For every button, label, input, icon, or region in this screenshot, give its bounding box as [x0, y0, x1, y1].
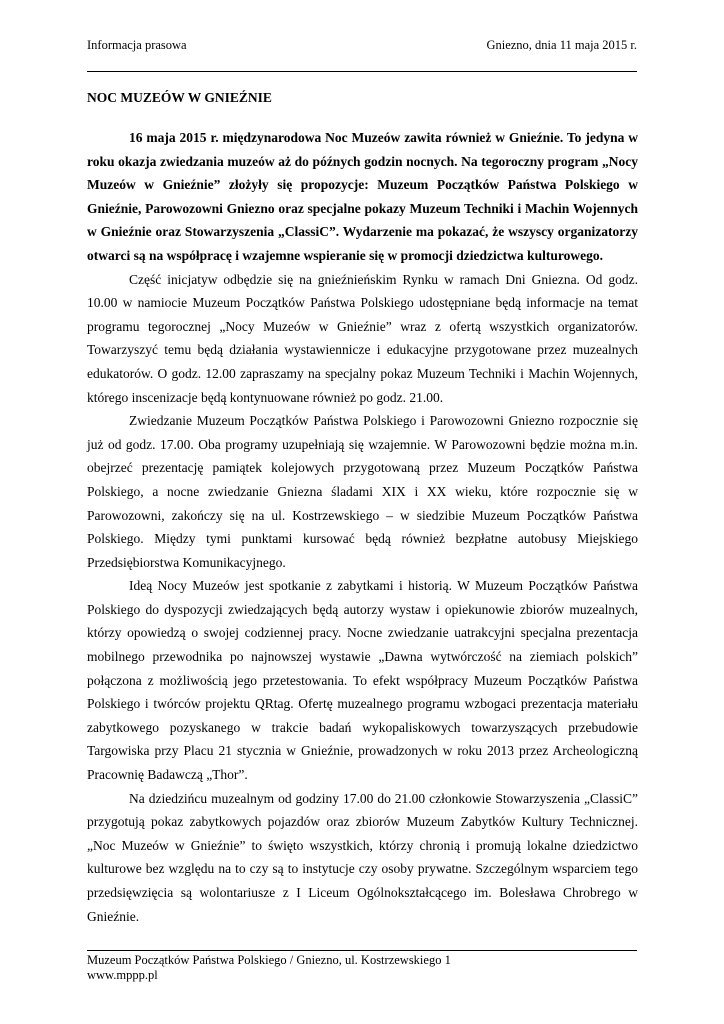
header-date: Gniezno, dnia 11 maja 2015 r. — [486, 38, 637, 52]
header-divider — [87, 71, 637, 72]
footer-address: Muzeum Początków Państwa Polskiego / Gniezno, ul. Kostrzewskiego 1 — [87, 953, 451, 967]
footer-website: www.mppp.pl — [87, 968, 158, 982]
header-label: Informacja prasowa — [87, 38, 187, 52]
lead-paragraph: 16 maja 2015 r. międzynarodowa Noc Muzeów zawita również w Gnieźnie. To jedyna w roku okazja zwiedzania muzeów aż do późnych godzin nocnych. Na tegoroczny program „Nocy Muzeów w Gnieźnie” złożyły się propozycje: Muzeum Początków Państwa Polskiego w Gnieźnie, Parowozowni Gniezno oraz specjalne pokazy Muzeum Techniki i Machin Wojennych w Gnieźnie oraz Stowarzyszenia „ClassiC”. Wydarzenie ma pokazać, że wszyscy organizatorzy otwarci są na współpracę i wzajemne wspieranie się w promocji dziedzictwa kulturowego. — [87, 130, 638, 263]
page-header — [87, 38, 637, 58]
paragraph: Na dziedzińcu muzealnym od godziny 17.00 do 21.00 członkowie Stowarzyszenia „ClassiC” przygotują pokaz zabytkowych pojazdów oraz zbiorów Muzeum Zabytków Kultury Technicznej. „Noc Muzeów w Gnieźnie” to święto wszystkich, którzy chronią i promują lokalne dziedzictwo kulturowe bez względu na to czy są to instytucje czy osoby prywatne. Szczególnym wsparciem tego przedsięwzięcia są wolontariusze z I Liceum Ogólnokształcącego im. Bolesława Chrobrego w Gnieźnie. — [87, 790, 638, 924]
paragraph: Zwiedzanie Muzeum Początków Państwa Polskiego i Parowozowni Gniezno rozpocznie się już od godz. 17.00. Oba programy uzupełniają się wzajemnie. W Parowozowni będzie można m.in. obejrzeć prezentację pamiątek kolejowych przygotowaną przez Muzeum Początków Państwa Polskiego, a nocne zwiedzanie Gniezna śladami XIX i XX wieku, które rozpocznie się w Parowozowni, zakończy się na ul. Kostrzewskiego – w siedzibie Muzeum Początków Państwa Polskiego. Między tymi punktami kursować będą również bezpłatne autobusy Miejskiego Przedsiębiorstwa Komunikacyjnego. — [87, 413, 638, 570]
document-title: NOC MUZEÓW W GNIEŹNIE — [87, 90, 272, 105]
paragraph: Część inicjatyw odbędzie się na gnieźnieńskim Rynku w ramach Dni Gniezna. Od godz. 10.00 w namiocie Muzeum Początków Państwa Polskiego udostępniane będą informacje na temat programu tegorocznej „Nocy Muzeów w Gnieźnie” wraz z ofertą wszystkich organizatorów. Towarzyszyć temu będą działania wystawiennicze i edukacyjne przygotowane przez muzealnych edukatorów. O godz. 12.00 zapraszamy na specjalny pokaz Muzeum Techniki i Machin Wojennych, którego inscenizacje będą kontynuowane również po godz. 21.00. — [87, 271, 638, 405]
page-footer — [87, 953, 451, 983]
document-body — [87, 126, 638, 928]
footer-divider — [87, 950, 637, 951]
paragraph: Ideą Nocy Muzeów jest spotkanie z zabytkami i historią. W Muzeum Początków Państwa Polskiego do dyspozycji zwiedzających będą autorzy wystaw i opiekunowie zbiorów muzealnych, którzy opowiedzą o swojej codziennej pracy. Nocne zwiedzanie uatrakcyjni specjalna prezentacja mobilnego przewodnika po najnowszej wystawie „Dawna wytwórczość na ziemiach polskich” połączona z możliwością jego przetestowania. To efekt współpracy Muzeum Początków Państwa Polskiego i twórców projektu QRtag. Ofertę muzealnego programu wzbogaci prezentacja materiału zabytkowego pozyskanego w trakcie badań wykopaliskowych towarzyszących przebudowie Targowiska przy Placu 21 stycznia w Gnieźnie, prowadzonych w roku 2013 przez Archeologiczną Pracownię Badawczą „Thor”. — [87, 578, 638, 783]
